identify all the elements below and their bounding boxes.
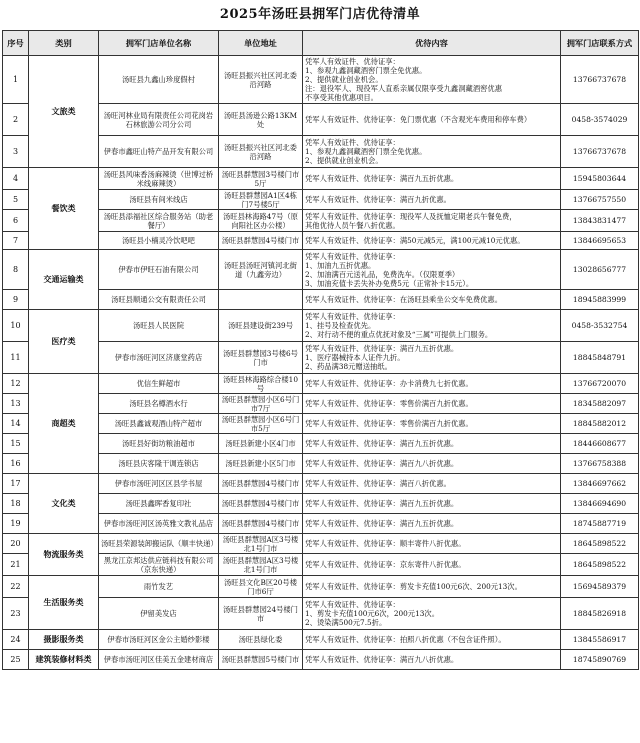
header-category: 类别 bbox=[29, 31, 99, 56]
contact-phone: 13766757550 bbox=[561, 190, 639, 210]
table-row bbox=[3, 650, 639, 670]
store-name: 汤旺县九鑫山珍度假村 bbox=[99, 56, 219, 104]
table-row bbox=[3, 394, 639, 414]
store-name: 汤旺县鑫晖香复印社 bbox=[99, 494, 219, 514]
table-row bbox=[3, 104, 639, 136]
store-name: 汤旺县名樽酒水行 bbox=[99, 394, 219, 414]
category-cell: 摄影服务类 bbox=[29, 630, 99, 650]
store-name: 汤旺县庆客隆干调连锁店 bbox=[99, 454, 219, 474]
row-number: 3 bbox=[3, 136, 29, 168]
row-number: 22 bbox=[3, 576, 29, 598]
benefit-line: 凭军人有效证件、优待证享：满百九八折优惠。 bbox=[305, 459, 459, 468]
store-name: 伊春市汤旺河区佳美五金建材商店 bbox=[99, 650, 219, 670]
benefit-line: 凭军人有效证件、优待证享：满50元减5元，满100元减10元优惠。 bbox=[305, 236, 525, 245]
store-name: 优信生鲜超市 bbox=[99, 374, 219, 394]
store-address: 汤旺县新建小区4门市 bbox=[219, 434, 303, 454]
contact-phone: 18745887719 bbox=[561, 514, 639, 534]
table-row bbox=[3, 598, 639, 630]
store-name: 汤旺县顺通公交有限责任公司 bbox=[99, 290, 219, 310]
contact-phone: 18945883999 bbox=[561, 290, 639, 310]
store-name: 汤旺河林业局有限责任公司花岗岩石林旅游公司分公司 bbox=[99, 104, 219, 136]
table-row bbox=[3, 136, 639, 168]
store-address: 汤旺县群慧园小区6号门市5厅 bbox=[219, 414, 303, 434]
header-address: 单位地址 bbox=[219, 31, 303, 56]
benefit-content bbox=[303, 56, 561, 104]
row-number: 2 bbox=[3, 104, 29, 136]
store-address: 汤旺县群慧园24号楼门市 bbox=[219, 598, 303, 630]
category-cell: 商超类 bbox=[29, 374, 99, 474]
row-number: 14 bbox=[3, 414, 29, 434]
benefit-content bbox=[303, 394, 561, 414]
store-name: 汤旺县人民医院 bbox=[99, 310, 219, 342]
store-address: 汤旺县文化B区20号楼门市6厅 bbox=[219, 576, 303, 598]
benefit-line: 凭军人有效证件、优待证享：零售价满百九折优惠。 bbox=[305, 399, 473, 408]
contact-phone: 13846694690 bbox=[561, 494, 639, 514]
store-address: 汤旺县群慧园5号楼门市 bbox=[219, 650, 303, 670]
store-address: 汤旺县群慧园A1区4栋门7号楼5厅 bbox=[219, 190, 303, 210]
benefit-content bbox=[303, 374, 561, 394]
store-address: 汤旺县新建小区5门市 bbox=[219, 454, 303, 474]
store-name: 雨竹发艺 bbox=[99, 576, 219, 598]
contact-phone: 18745890769 bbox=[561, 650, 639, 670]
store-address: 汤旺县群慧园3号楼6号门市 bbox=[219, 342, 303, 374]
store-address: 汤旺县振兴社区河北委沿河路 bbox=[219, 56, 303, 104]
row-number: 20 bbox=[3, 534, 29, 554]
store-address: 汤旺县群慧园4号楼门市 bbox=[219, 514, 303, 534]
category-cell: 交通运输类 bbox=[29, 250, 99, 310]
row-number: 18 bbox=[3, 494, 29, 514]
contact-phone: 13846697662 bbox=[561, 474, 639, 494]
row-number: 25 bbox=[3, 650, 29, 670]
table-row bbox=[3, 534, 639, 554]
benefit-line: 1、剪发卡充值100元6次，200元13次。 bbox=[305, 609, 439, 618]
contact-phone: 13766737678 bbox=[561, 136, 639, 168]
benefit-content bbox=[303, 534, 561, 554]
store-address: 汤旺县群慧园4号楼门市 bbox=[219, 232, 303, 250]
benefit-content bbox=[303, 554, 561, 576]
contact-phone: 13766720070 bbox=[561, 374, 639, 394]
store-address: 汤旺县群慧园A区3号楼北1号门市 bbox=[219, 554, 303, 576]
table-row bbox=[3, 514, 639, 534]
store-address: 汤旺县汤旺河镇河北街道（九鑫旁边） bbox=[219, 250, 303, 290]
contact-phone: 18345882097 bbox=[561, 394, 639, 414]
store-name: 汤旺县风味香汤麻辣烫（世博过桥米线麻辣烫） bbox=[99, 168, 219, 190]
benefit-line: 1、医疗器械持本人证件九折。 bbox=[305, 353, 405, 362]
store-address: 汤旺县绿化委 bbox=[219, 630, 303, 650]
store-address: 汤旺县林海路47号（原向阳社区办公楼） bbox=[219, 210, 303, 232]
store-address: 汤旺县群慧园3号楼门市5厅 bbox=[219, 168, 303, 190]
benefit-line: 凭军人有效证件、优待证享：京东寄件八折优惠。 bbox=[305, 560, 466, 569]
store-address: 汤旺县群慧园4号楼门市 bbox=[219, 474, 303, 494]
row-number: 17 bbox=[3, 474, 29, 494]
table-row bbox=[3, 290, 639, 310]
store-name: 伊春市汤旺河区金公主婚纱影楼 bbox=[99, 630, 219, 650]
benefit-line: 3、加油充值卡丢失补办免费5元（正常补卡15元）。 bbox=[305, 278, 474, 288]
benefit-line: 凭军人有效证件、优待证享：剪发卡充值100元6次、200元13次。 bbox=[305, 582, 522, 591]
contact-phone: 18645898522 bbox=[561, 534, 639, 554]
row-number: 24 bbox=[3, 630, 29, 650]
contact-phone: 13028656777 bbox=[561, 250, 639, 290]
row-number: 23 bbox=[3, 598, 29, 630]
benefit-line: 凭军人有效证件、优待证享：满百九五折优惠。 bbox=[305, 344, 459, 353]
store-address: 汤旺县林海路综合楼10号 bbox=[219, 374, 303, 394]
benefit-line: 凭军人有效证件、优待证享：顺丰寄件八折优惠。 bbox=[305, 539, 466, 548]
row-number: 4 bbox=[3, 168, 29, 190]
store-name: 伊春市汤旺河区区县学书屋 bbox=[99, 474, 219, 494]
table-row bbox=[3, 342, 639, 374]
table-row bbox=[3, 232, 639, 250]
store-name: 汤旺县荣源装卸搬运队（顺丰快递） bbox=[99, 534, 219, 554]
benefit-line: 1、挂号及检查优先。 bbox=[305, 321, 376, 330]
row-number: 5 bbox=[3, 190, 29, 210]
contact-phone: 13766737678 bbox=[561, 56, 639, 104]
table-row bbox=[3, 454, 639, 474]
contact-phone: 13845586917 bbox=[561, 630, 639, 650]
header-content: 优待内容 bbox=[303, 31, 561, 56]
store-address: 汤旺县群慧园4号楼门市 bbox=[219, 494, 303, 514]
store-name: 伊春市伊旺石油有限公司 bbox=[99, 250, 219, 290]
benefit-content bbox=[303, 514, 561, 534]
contact-phone: 13766758388 bbox=[561, 454, 639, 474]
benefit-line: 凭军人有效证件、优待证享：满百八折优惠。 bbox=[305, 479, 451, 488]
row-number: 10 bbox=[3, 310, 29, 342]
table-row bbox=[3, 56, 639, 104]
table-row bbox=[3, 494, 639, 514]
benefit-line: 凭军人有效证件、优待证享： bbox=[305, 251, 400, 261]
table-row bbox=[3, 168, 639, 190]
store-name: 汤旺县鑫诚观酒山特产超市 bbox=[99, 414, 219, 434]
benefit-content bbox=[303, 576, 561, 598]
store-address: 汤旺县建设街239号 bbox=[219, 310, 303, 342]
benefit-line: 凭军人有效证件、优待证享：满百九八折优惠。 bbox=[305, 655, 459, 664]
table-row bbox=[3, 434, 639, 454]
store-name: 伊春市鑫旺山特产品开发有限公司 bbox=[99, 136, 219, 168]
benefit-line: 凭军人有效证件、优待证享：满百九五折优惠。 bbox=[305, 519, 459, 528]
contact-phone: 18845848791 bbox=[561, 342, 639, 374]
table-row bbox=[3, 190, 639, 210]
benefit-content bbox=[303, 474, 561, 494]
benefit-line: 2、烫染满500元7.5折。 bbox=[305, 618, 387, 627]
table-header-row bbox=[3, 31, 639, 56]
table-row bbox=[3, 210, 639, 232]
benefit-line: 2、加油满百元送礼品，免费洗车。（仅限夏季） bbox=[305, 269, 460, 279]
store-address: 汤旺县群慧园小区6号门市7厅 bbox=[219, 394, 303, 414]
table-body bbox=[3, 56, 639, 670]
contact-phone: 18845826918 bbox=[561, 598, 639, 630]
table-row bbox=[3, 374, 639, 394]
benefit-line: 凭军人有效证件、优待证享： bbox=[305, 600, 400, 609]
store-name: 伊留美发店 bbox=[99, 598, 219, 630]
benefit-content bbox=[303, 104, 561, 136]
row-number: 7 bbox=[3, 232, 29, 250]
category-cell: 生活服务类 bbox=[29, 576, 99, 630]
category-cell: 医疗类 bbox=[29, 310, 99, 374]
table-row bbox=[3, 554, 639, 576]
benefit-line: 2、对行动不便的重点优抚对象及“三属”可提供上门服务。 bbox=[305, 330, 493, 339]
row-number: 13 bbox=[3, 394, 29, 414]
benefits-table bbox=[2, 30, 639, 670]
benefit-content bbox=[303, 190, 561, 210]
table-row bbox=[3, 630, 639, 650]
benefit-line: 凭军人有效证件、优待证享：现役军人及抚恤定期老兵午餐免费， bbox=[305, 211, 517, 221]
benefit-line: 凭军人有效证件、优待证享： bbox=[305, 57, 400, 66]
category-cell: 文旅类 bbox=[29, 56, 99, 168]
benefit-line: 凭军人有效证件、优待证享：在汤旺县乘坐公交车免费优惠。 bbox=[305, 295, 503, 304]
contact-phone: 15945803644 bbox=[561, 168, 639, 190]
benefit-content bbox=[303, 168, 561, 190]
benefit-content bbox=[303, 454, 561, 474]
table-row bbox=[3, 250, 639, 290]
benefit-content bbox=[303, 250, 561, 290]
benefit-line: 凭军人有效证件、优待证享：满百九五折优惠。 bbox=[305, 439, 459, 448]
row-number: 1 bbox=[3, 56, 29, 104]
benefit-content bbox=[303, 598, 561, 630]
row-number: 19 bbox=[3, 514, 29, 534]
contact-phone: 18845882012 bbox=[561, 414, 639, 434]
benefit-line: 注：退役军人、现役军人直系亲属仅限享受九鑫洞藏酒窖优惠 bbox=[305, 84, 503, 93]
table-row bbox=[3, 576, 639, 598]
benefit-content bbox=[303, 494, 561, 514]
contact-phone: 18645898522 bbox=[561, 554, 639, 576]
row-number: 12 bbox=[3, 374, 29, 394]
row-number: 9 bbox=[3, 290, 29, 310]
row-number: 15 bbox=[3, 434, 29, 454]
benefit-line: 1、参观九鑫洞藏酒窖门票全免优惠。 bbox=[305, 66, 427, 75]
benefit-line: 凭军人有效证件、优待证享：拍照八折优惠（不包含证件照）。 bbox=[305, 635, 506, 644]
header-no: 序号 bbox=[3, 31, 29, 56]
table-row bbox=[3, 474, 639, 494]
header-name: 拥军门店单位名称 bbox=[99, 31, 219, 56]
row-number: 21 bbox=[3, 554, 29, 576]
contact-phone: 13843831477 bbox=[561, 210, 639, 232]
benefit-line: 2、药品满38元赠送抽纸。 bbox=[305, 362, 392, 371]
benefit-line: 2、提供就业创业机会。 bbox=[305, 156, 383, 165]
contact-phone: 18446608677 bbox=[561, 434, 639, 454]
store-name: 汤旺县有间米线店 bbox=[99, 190, 219, 210]
category-cell: 餐饮类 bbox=[29, 168, 99, 250]
row-number: 8 bbox=[3, 250, 29, 290]
category-cell: 文化类 bbox=[29, 474, 99, 534]
benefit-content bbox=[303, 434, 561, 454]
store-address bbox=[219, 290, 303, 310]
page-title: 2025年汤旺县拥军门店优待清单 bbox=[219, 7, 421, 22]
benefit-content bbox=[303, 136, 561, 168]
benefit-content bbox=[303, 630, 561, 650]
row-number: 11 bbox=[3, 342, 29, 374]
row-number: 6 bbox=[3, 210, 29, 232]
benefit-line: 凭军人有效证件、优待证享：满百九五折优惠。 bbox=[305, 499, 459, 508]
contact-phone: 0458-3532754 bbox=[561, 310, 639, 342]
store-name: 汤旺县添福社区综合服务站（助老餐厅） bbox=[99, 210, 219, 232]
benefit-line: 凭军人有效证件、优待证享：免门票优惠（不含观光车费用和停车费） bbox=[305, 115, 532, 124]
benefit-line: 其他优待人员午餐八折优惠。 bbox=[305, 220, 400, 230]
store-name: 黑龙江京邦达供应链科技有限公司（京东快递） bbox=[99, 554, 219, 576]
store-address: 汤旺县群慧园A区3号楼北1号门市 bbox=[219, 534, 303, 554]
store-address: 汤旺县振兴社区河北委沿河路 bbox=[219, 136, 303, 168]
benefit-line: 不享受其他优惠项目。 bbox=[305, 93, 378, 102]
benefit-content bbox=[303, 232, 561, 250]
store-name: 汤旺县好街坊粮油超市 bbox=[99, 434, 219, 454]
benefit-line: 凭军人有效证件、优待证享：满百九五折优惠。 bbox=[305, 174, 459, 183]
store-name: 汤旺县小楠灵冷饮吧吧 bbox=[99, 232, 219, 250]
table-row bbox=[3, 310, 639, 342]
benefit-line: 1、加油九五折优惠。 bbox=[305, 260, 376, 270]
benefit-line: 2、提供就业创业机会。 bbox=[305, 75, 383, 84]
benefit-content bbox=[303, 210, 561, 232]
store-address: 汤旺县汤逊公路13KM处 bbox=[219, 104, 303, 136]
category-cell: 建筑装修材料类 bbox=[29, 650, 99, 670]
contact-phone: 0458-3574029 bbox=[561, 104, 639, 136]
header-phone: 拥军门店联系方式 bbox=[561, 31, 639, 56]
contact-phone: 15694589379 bbox=[561, 576, 639, 598]
store-name: 伊春市汤旺河区济康堂药店 bbox=[99, 342, 219, 374]
category-cell: 物流服务类 bbox=[29, 534, 99, 576]
benefit-content bbox=[303, 414, 561, 434]
benefit-line: 凭军人有效证件、优待证享： bbox=[305, 138, 400, 147]
table-row bbox=[3, 414, 639, 434]
benefit-line: 1、参观九鑫洞藏酒窖门票全免优惠。 bbox=[305, 147, 427, 156]
benefit-content bbox=[303, 650, 561, 670]
contact-phone: 13846695653 bbox=[561, 232, 639, 250]
benefit-line: 凭军人有效证件、优待证享：零售价满百九折优惠。 bbox=[305, 419, 473, 428]
benefit-line: 凭军人有效证件、优待证享： bbox=[305, 312, 400, 321]
benefit-content bbox=[303, 310, 561, 342]
benefit-line: 凭军人有效证件、优待证享：办卡消费九七折优惠。 bbox=[305, 379, 473, 388]
benefit-content bbox=[303, 342, 561, 374]
row-number: 16 bbox=[3, 454, 29, 474]
benefit-content bbox=[303, 290, 561, 310]
store-name: 伊春市汤旺河区汤英雅文教礼品店 bbox=[99, 514, 219, 534]
benefit-line: 凭军人有效证件、优待证享：满百九折优惠。 bbox=[305, 195, 451, 204]
